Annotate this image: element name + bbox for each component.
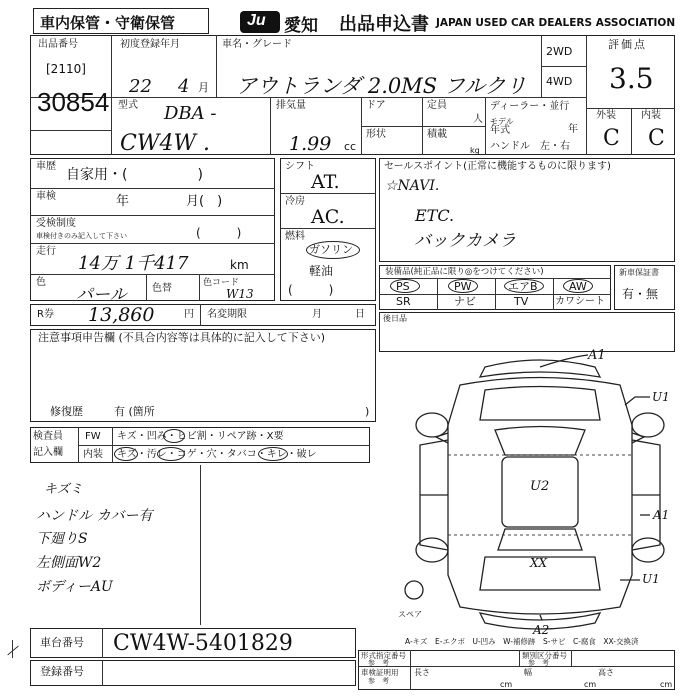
dealer-label: ディーラー・並行 [490,101,570,112]
warranty-value: 有・無 [622,287,659,301]
color-value: パール [76,285,127,305]
inspection-label: 車検 [36,191,56,202]
reg-cert-sub: 参 考 [368,677,389,685]
repair-label: 修復歴 [50,405,83,418]
notice-label: 注意事項申告欄 (不具合内容等は具体的に記入して下さい) [38,331,326,344]
logo-mark [240,11,280,33]
model-prefix: DBA - [164,103,217,124]
history-label: 車歴 [36,161,56,172]
ac-value: AC. [311,206,345,228]
inspector-int-tag: 内装 [83,449,103,460]
load-unit: kg [470,146,480,155]
inspector-note-2: ハンドル カバー有 [36,508,153,524]
capacity-unit: 人 [473,114,483,125]
logo-text: 愛知 [284,16,318,35]
fuel-value: ガソリン [309,243,353,256]
fw-dent-circle [163,429,185,443]
chassis-label: 車台番号 [40,636,84,649]
score-value: 3.5 [609,62,654,95]
capacity-label: 定員 [427,100,447,111]
dim-unit-3: cm [660,680,673,689]
inspector-label-1: 検査員 [33,431,63,442]
receipt-paren: ( ) [196,226,242,240]
equip-airbag-circle [504,279,544,293]
mileage-value: 14万 1千417 [78,253,189,274]
shift-value: AT. [311,171,340,193]
association-name: JAPAN USED CAR DEALERS ASSOCIATION [436,17,676,29]
equip-aw: AW [569,280,587,293]
model-label: 型式 [118,100,138,111]
int-tobacco-circle [258,447,288,461]
damage-label-a1-top: A1 [588,348,606,363]
inspector-fw-items: キズ・凹み・ヒビ割・リペア跡・X要 [117,431,284,442]
exterior-label: 外装 [596,110,616,121]
lot-label: 出品番号 [38,39,78,50]
storage-label-box [33,8,209,34]
form-cert-label: 形式指定番号 [361,651,406,660]
displacement-value: 1.99 [289,133,332,155]
model-year-2: 年式 [490,125,510,136]
registration-label: 登録番号 [40,665,84,678]
first-registration-month: 4 [178,76,190,97]
model-value: CW4W . [120,131,211,156]
ac-label: 冷房 [285,196,305,207]
car-name-label: 車名・グレード [222,39,292,50]
equip-tv: TV [514,295,529,308]
first-registration-label: 初度登録年月 [120,39,180,50]
inspector-fw-tag: FW [85,431,101,442]
handle-label: ハンドル 左・右 [490,141,570,152]
first-registration-year: 22 [129,76,152,97]
inspector-note-5: ボディーAU [36,579,113,595]
category-label: 類別区分番号 [522,651,567,660]
repair-close: ) [365,405,370,418]
selling-point-3: バックカメラ [414,231,516,251]
equip-sr: SR [396,295,411,308]
repair-value: 有 (箇所 [114,405,155,418]
color-change-label: 色替 [152,283,172,294]
recycle-label: R券 [37,309,54,320]
equip-ps-circle [390,279,420,293]
model-year-1: モデル [490,117,514,126]
name-change-month: 月 [312,309,322,320]
inspector-label-2: 記入欄 [33,447,63,458]
inspector-note-4: 左側面W2 [36,555,102,571]
fuel-paren: ( ) [288,283,334,297]
inspection-year: 年 [116,194,130,209]
recycle-row [30,304,376,326]
displacement-label: 排気量 [276,100,306,111]
damage-label-a1-side: A1 [653,508,670,522]
form-cert-sub: 参 考 [368,659,389,667]
mileage-unit: km [230,258,249,272]
equip-navi: ナビ [454,295,476,308]
equip-pw-circle [448,279,478,293]
name-change-day: 日 [355,309,365,320]
dim-unit-2: cm [584,680,597,689]
storage-label: 車内保管・守衛保管 [40,15,176,32]
score-label: 評価点 [608,38,647,51]
history-value: 自家用・( ) [66,167,203,183]
damage-legend: A-キズ E-エクボ U-凹み W-補修跡 S-サビ C-腐食 XX-交換済 [405,637,639,646]
damage-label-u2-roof: U2 [530,479,550,494]
first-registration-month-unit: 月 [198,81,209,94]
dim-length: 長さ [414,668,430,677]
car-damage-diagram [400,345,680,635]
chassis-value: CW4W-5401829 [113,631,293,656]
receipt-note: 車検付きのみ記入して下さい [36,232,127,240]
int-scratch-circle [114,447,138,461]
interior-label: 内装 [641,110,661,121]
lot-number: 30854 [37,87,110,117]
model-year-unit: 年 [568,124,578,135]
inspector-int-items: キズ・汚レ・コゲ・穴・タバコ・キレ・破レ [117,449,317,460]
selling-points-label: セールスポイント(正常に機能するものに限ります) [384,161,611,172]
spare-label: スペア [398,610,422,619]
equip-ps: PS [396,280,410,293]
drive-2wd: 2WD [546,45,573,58]
shift-label: シフト [285,161,315,172]
reg-cert-label: 車検証明用 [361,668,399,677]
selling-point-1: ☆NAVI. [385,178,440,194]
fuel-diesel: 軽油 [309,264,334,278]
inspector-note-1: キズミ [44,482,83,497]
seller-notes-label: 後日品 [383,314,407,323]
damage-label-u1-front: U1 [652,390,670,404]
displacement-unit: cc [344,140,357,153]
damage-label-a2: A2 [533,623,550,635]
car-name-value: アウトランダ 2.0MS フルクリ [236,74,527,98]
recycle-unit: 円 [184,309,194,320]
color-code: W13 [226,287,254,301]
drive-4wd: 4WD [546,75,573,88]
mileage-label: 走行 [36,246,56,257]
category-sub: 参 考 [528,659,549,667]
int-dirt-circle [157,447,185,461]
name-change-label: 名変期限 [207,309,247,320]
form-title: 出品申込書 [339,14,429,34]
damage-label-u1-rear: U1 [642,572,660,586]
logo-mark-text: Ju [247,12,266,29]
shape-label: 形状 [366,129,386,140]
inspection-month: 月( ) [186,194,223,209]
equip-pw: PW [454,280,472,293]
color-code-label: 色コード [203,278,240,288]
color-label: 色 [36,277,46,288]
dim-height: 高さ [598,668,614,677]
equip-leather: カワシート [555,296,605,307]
warranty-label: 新車保証書 [619,268,659,277]
exterior-score: C [603,126,620,151]
recycle-value: 13,860 [88,304,155,326]
equip-airbag: エアB [508,280,538,293]
equipment-label: 装備品(純正品に限り◎をつけてください) [385,267,544,277]
lot-bracket-code: [2110] [46,62,86,76]
equip-aw-circle [563,279,593,293]
dim-width: 幅 [524,668,532,677]
load-label: 積載 [427,129,447,140]
damage-label-xx: XX [530,556,548,570]
interior-score: C [648,126,665,151]
dim-unit-1: cm [500,680,513,689]
fuel-label: 燃料 [285,231,305,242]
selling-point-2: ETC. [415,206,455,225]
receipt-label: 受検制度 [36,218,76,229]
door-label: ドア [366,100,386,111]
inspector-note-3: 下廻りS [36,531,88,547]
